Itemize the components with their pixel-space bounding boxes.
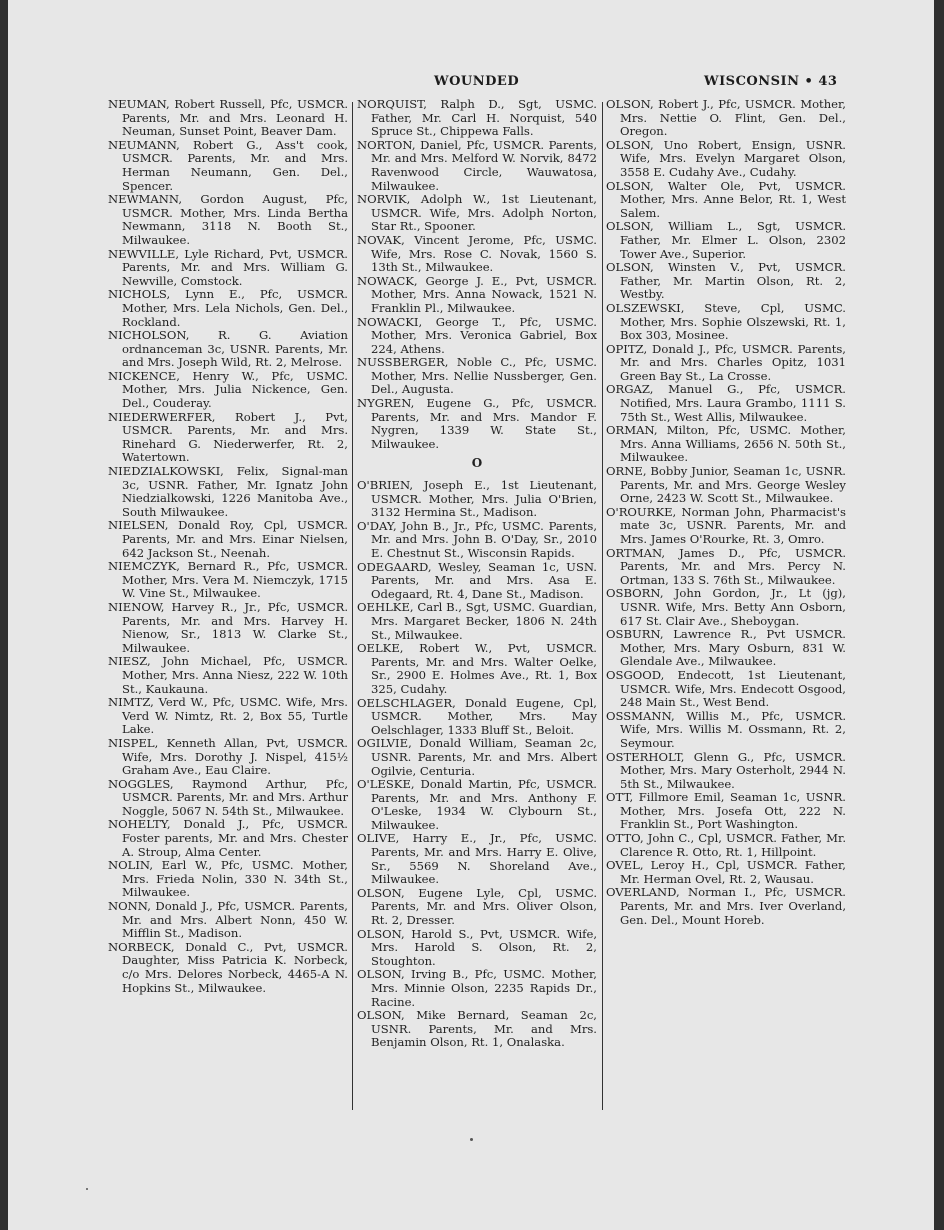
list-item: NEWVILLE, Lyle Richard, Pvt, USMCR. Parents, Mr. and Mrs. William G. Newville, Comstock. <box>108 246 348 288</box>
list-item: OLSON, Irving B., Pfc, USMC. Mother, Mrs. Minnie Olson, 2235 Rapids Dr., Racine. <box>357 967 597 1009</box>
list-item: NORTON, Daniel, Pfc, USMCR. Parents, Mr. and Mrs. Melford W. Norvik, 8472 Ravenwood Circle, Wauwatosa, Milwaukee. <box>357 137 597 193</box>
list-item: ORMAN, Milton, Pfc, USMC. Mother, Mrs. Anna Williams, 2656 N. 50th St., Milwaukee. <box>606 423 846 465</box>
list-item: OLIVE, Harry E., Jr., Pfc, USMC. Parents, Mr. and Mrs. Harry E. Olive, Sr., 5569 N. Shoreland Ave., Milwaukee. <box>357 831 597 887</box>
list-item: NORQUIST, Ralph D., Sgt, USMC. Father, Mr. Carl H. Norquist, 540 Spruce St., Chippewa Falls. <box>357 97 597 139</box>
list-item: ORTMAN, James D., Pfc, USMCR. Parents, Mr. and Mrs. Percy N. Ortman, 133 S. 76th St., Milwaukee. <box>606 545 846 587</box>
list-item: NICHOLS, Lynn E., Pfc, USMCR. Mother, Mrs. Lela Nichols, Gen. Del., Rockland. <box>108 287 348 329</box>
list-item: NOLIN, Earl W., Pfc, USMC. Mother, Mrs. Frieda Nolin, 330 N. 34th St., Milwaukee. <box>108 858 348 900</box>
list-item: OSSMANN, Willis M., Pfc, USMCR. Wife, Mrs. Willis M. Ossmann, Rt. 2, Seymour. <box>606 708 846 750</box>
list-item: O'DAY, John B., Jr., Pfc, USMC. Parents, Mr. and Mrs. John B. O'Day, Sr., 2010 E. Chestnut St., Wisconsin Rapids. <box>357 518 597 560</box>
column-divider <box>602 102 603 1110</box>
list-item: NIEDZIALKOWSKI, Felix, Signal-man 3c, USNR. Father, Mr. Ignatz John Niedzialkowski, 1226 Manitoba Ave., South Milwaukee. <box>108 464 348 519</box>
column-divider <box>352 102 353 1110</box>
list-item: OSTERHOLT, Glenn G., Pfc, USMCR. Mother, Mrs. Mary Osterholt, 2944 N. 5th St., Milwaukee. <box>606 749 846 791</box>
list-item: NOWACK, George J. E., Pvt, USMCR. Mother, Mrs. Anna Nowack, 1521 N. Franklin Pl., Milwaukee. <box>357 273 597 315</box>
section-letter: O <box>471 456 483 471</box>
list-item: NYGREN, Eugene G., Pfc, USMCR. Parents, Mr. and Mrs. Mandor F. Nygren, 1339 W. State St., Milwaukee. <box>357 396 597 451</box>
page-header <box>8 72 934 94</box>
header-state-page: WISCONSIN • 43 <box>704 74 838 89</box>
list-item: OSBORN, John Gordon, Jr., Lt (jg), USNR. Wife, Mrs. Betty Ann Osborn, 617 St. Clair Ave., Sheboygan. <box>606 586 846 628</box>
list-item: OSGOOD, Endecott, 1st Lieutenant, USMCR. Wife, Mrs. Endecott Osgood, 248 Main St., West Bend. <box>606 667 846 710</box>
speck-mark <box>470 1138 473 1141</box>
list-item: NOGGLES, Raymond Arthur, Pfc, USMCR. Parents, Mr. and Mrs. Arthur Noggle, 5067 N. 54th St., Milwaukee. <box>108 776 348 818</box>
list-item: NIMTZ, Verd W., Pfc, USMC. Wife, Mrs. Verd W. Nimtz, Rt. 2, Box 55, Turtle Lake. <box>108 695 348 737</box>
list-item: OLSON, William L., Sgt, USMCR. Father, Mr. Elmer L. Olson, 2302 Tower Ave., Superior. <box>606 219 846 261</box>
list-item: OLSON, Uno Robert, Ensign, USNR. Wife, Mrs. Evelyn Margaret Olson, 3558 E. Cudahy Ave., Cudahy. <box>606 137 846 179</box>
list-item: OLSON, Eugene Lyle, Cpl, USMC. Parents, Mr. and Mrs. Oliver Olson, Rt. 2, Dresser. <box>357 885 597 928</box>
list-item: NIEMCZYK, Bernard R., Pfc, USMCR. Mother, Mrs. Vera M. Niemczyk, 1715 W. Vine St., Milwaukee. <box>108 559 348 601</box>
column-3 <box>606 98 846 927</box>
list-item: NORBECK, Donald C., Pvt, USMCR. Daughter, Miss Patricia K. Norbeck, c/o Mrs. Delores Norbeck, 4465-A N. Hopkins St., Milwaukee. <box>108 939 348 995</box>
list-item: OELSCHLAGER, Donald Eugene, Cpl, USMCR. Mother, Mrs. May Oelschlager, 1333 Bluff St., Beloit. <box>357 695 597 737</box>
list-item: NOWACKI, George T., Pfc, USMC. Mother, Mrs. Veronica Gabriel, Box 224, Athens. <box>357 314 597 356</box>
list-item: OLSON, Harold S., Pvt, USMCR. Wife, Mrs. Harold S. Olson, Rt. 2, Stoughton. <box>357 926 597 968</box>
list-item: OPITZ, Donald J., Pfc, USMCR. Parents, Mr. and Mrs. Charles Opitz, 1031 Green Bay St., La Crosse. <box>606 341 846 383</box>
list-item: OELKE, Robert W., Pvt, USMCR. Parents, Mr. and Mrs. Walter Oelke, Sr., 2900 E. Holmes Ave., Rt. 1, Box 325, Cudahy. <box>357 641 597 696</box>
column-1 <box>108 98 348 995</box>
list-item: OLSON, Walter Ole, Pvt, USMCR. Mother, Mrs. Anne Belor, Rt. 1, West Salem. <box>606 178 846 220</box>
list-item: NOHELTY, Donald J., Pfc, USMCR. Foster parents, Mr. and Mrs. Chester A. Stroup, Alma Center. <box>108 817 348 859</box>
list-item: OEHLKE, Carl B., Sgt, USMC. Guardian, Mrs. Margaret Becker, 1806 N. 24th St., Milwaukee. <box>357 600 597 642</box>
list-item: O'ROURKE, Norman John, Pharmacist's mate 3c, USNR. Parents, Mr. and Mrs. James O'Rourke, Rt. 3, Omro. <box>606 504 846 546</box>
list-item: OGILVIE, Donald William, Seaman 2c, USNR. Parents, Mr. and Mrs. Albert Ogilvie, Centuria. <box>357 736 597 778</box>
list-item: NIEDERWERFER, Robert J., Pvt, USMCR. Parents, Mr. and Mrs. Rinehard G. Niederwerfer, Rt. 2, Watertown. <box>108 409 348 465</box>
list-item: NORVIK, Adolph W., 1st Lieutenant, USMCR. Wife, Mrs. Adolph Norton, Star Rt., Spooner. <box>357 192 597 234</box>
list-item: OLSZEWSKI, Steve, Cpl, USMC. Mother, Mrs. Sophie Olszewski, Rt. 1, Box 303, Mosinee. <box>606 300 846 343</box>
list-item: NEUMANN, Robert G., Ass't cook, USMCR. Parents, Mr. and Mrs. Herman Neumann, Gen. Del., Spencer. <box>108 137 348 193</box>
document-page <box>8 0 934 1230</box>
list-item: OLSON, Winsten V., Pvt, USMCR. Father, Mr. Martin Olson, Rt. 2, Westby. <box>606 260 846 302</box>
list-item: NICHOLSON, R. G. Aviation ordnanceman 3c, USNR. Parents, Mr. and Mrs. Joseph Wild, Rt. 2, Melrose. <box>108 328 348 370</box>
list-item: OLSON, Robert J., Pfc, USMCR. Mother, Mrs. Nettie O. Flint, Gen. Del., Oregon. <box>606 97 846 139</box>
list-item: OLSON, Mike Bernard, Seaman 2c, USNR. Parents, Mr. and Mrs. Benjamin Olson, Rt. 1, Onalaska. <box>357 1008 597 1050</box>
list-item: OSBURN, Lawrence R., Pvt USMCR. Mother, Mrs. Mary Osburn, 831 W. Glendale Ave., Milwaukee. <box>606 627 846 669</box>
list-item: NONN, Donald J., Pfc, USMCR. Parents, Mr. and Mrs. Albert Nonn, 450 W. Mifflin St., Madison. <box>108 899 348 941</box>
list-item: NEUMAN, Robert Russell, Pfc, USMCR. Parents, Mr. and Mrs. Leonard H. Neuman, Sunset Point, Beaver Dam. <box>108 97 348 139</box>
list-item: ORNE, Bobby Junior, Seaman 1c, USNR. Parents, Mr. and Mrs. George Wesley Orne, 2423 W. Scott St., Milwaukee. <box>606 464 846 506</box>
list-item: NIESZ, John Michael, Pfc, USMCR. Mother, Mrs. Anna Niesz, 222 W. 10th St., Kaukauna. <box>108 654 348 696</box>
list-item: OVERLAND, Norman I., Pfc, USMCR. Parents, Mr. and Mrs. Iver Overland, Gen. Del., Mount Horeb. <box>606 885 846 927</box>
list-item: O'BRIEN, Joseph E., 1st Lieutenant, USMCR. Mother, Mrs. Julia O'Brien, 3132 Hermina St., Madison. <box>357 478 597 520</box>
list-item: OVEL, Leroy H., Cpl, USMCR. Father, Mr. Herman Ovel, Rt. 2, Wausau. <box>606 858 846 886</box>
list-item: NEWMANN, Gordon August, Pfc, USMCR. Mother, Mrs. Linda Bertha Newmann, 3118 N. Booth St., Milwaukee. <box>108 192 348 247</box>
header-section-title: WOUNDED <box>434 74 520 89</box>
list-item: O'LESKE, Donald Martin, Pfc, USMCR. Parents, Mr. and Mrs. Anthony F. O'Leske, 1934 W. Clybourn St., Milwaukee. <box>357 777 597 832</box>
list-item: NUSSBERGER, Noble C., Pfc, USMC. Mother, Mrs. Nellie Nussberger, Gen. Del., Augusta. <box>357 355 597 397</box>
list-item: NICKENCE, Henry W., Pfc, USMC. Mother, Mrs. Julia Nickence, Gen. Del., Couderay. <box>108 368 348 411</box>
list-item: NOVAK, Vincent Jerome, Pfc, USMC. Wife, Mrs. Rose C. Novak, 1560 S. 13th St., Milwaukee. <box>357 232 597 275</box>
list-item: NIELSEN, Donald Roy, Cpl, USMCR. Parents, Mr. and Mrs. Einar Nielsen, 642 Jackson St., Neenah. <box>108 518 348 560</box>
speck-mark <box>86 1188 88 1190</box>
list-item: ORGAZ, Manuel G., Pfc, USMCR. Notified, Mrs. Laura Grambo, 1111 S. 75th St., West Allis, Milwaukee. <box>606 382 846 424</box>
column-2 <box>357 98 597 1050</box>
list-item: OTTO, John C., Cpl, USMCR. Father, Mr. Clarence R. Otto, Rt. 1, Hillpoint. <box>606 831 846 859</box>
list-item: OTT, Fillmore Emil, Seaman 1c, USNR. Mother, Mrs. Josefa Ott, 222 N. Franklin St., Port Washington. <box>606 790 846 832</box>
list-item: NIENOW, Harvey R., Jr., Pfc, USMCR. Parents, Mr. and Mrs. Harvey H. Nienow, Sr., 1813 W. Clarke St., Milwaukee. <box>108 599 348 655</box>
list-item: ODEGAARD, Wesley, Seaman 1c, USN. Parents, Mr. and Mrs. Asa E. Odegaard, Rt. 4, Dane St., Madison. <box>357 559 597 601</box>
list-item: NISPEL, Kenneth Allan, Pvt, USMCR. Wife, Mrs. Dorothy J. Nispel, 415½ Graham Ave., Eau Claire. <box>108 735 348 778</box>
